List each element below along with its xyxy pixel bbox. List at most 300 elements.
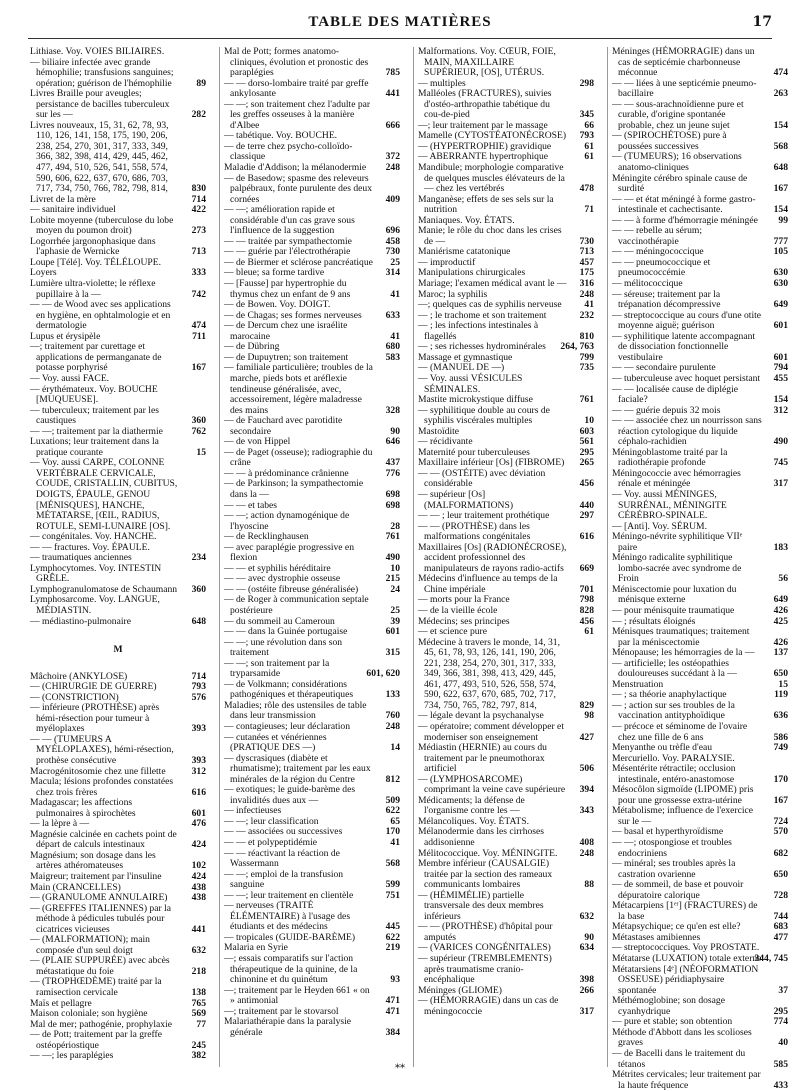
index-entry	[418, 827, 594, 848]
index-entry-page: 776	[385, 467, 400, 479]
index-entry-text: Métastases amibiennes	[612, 931, 701, 943]
index-entry-text: — — et état méningé à forme gastro-intestinale et cachectisante.	[612, 193, 756, 216]
index-entry-text: — (SPIROCHÉTOSE) pure à poussées successives	[612, 130, 727, 152]
index-entry-page: 167	[191, 362, 206, 374]
index-entry	[612, 100, 788, 132]
index-entry-text: Ménopause; les hémorragies de la —	[612, 647, 755, 659]
index-entry-text: — la lèpre à —	[30, 818, 90, 830]
index-entry-page: 477	[773, 931, 788, 943]
index-entry-page: 714	[191, 670, 206, 682]
index-entry-page: 622	[385, 931, 400, 943]
index-entry-text: — exotiques; le guide-barème des invalidités dues aux —	[224, 784, 356, 806]
index-entry-text: — (CONSTRICTION)	[30, 691, 119, 703]
index-entry-text: Maternité pour tuberculeuses	[418, 446, 530, 458]
index-entry	[224, 595, 400, 616]
index-entry-page: 474	[191, 320, 206, 332]
index-entry	[30, 216, 206, 237]
index-entry-text: — — fractures. Voy. ÉPAULE.	[30, 541, 150, 553]
index-entry-page: 360	[191, 415, 206, 427]
index-entry-page: 476	[191, 818, 206, 830]
index-entry	[418, 522, 594, 543]
index-entry-page: 785	[385, 67, 400, 79]
index-entry-page: 297	[579, 510, 594, 522]
index-entry-text: — —; action dynamogénique de l'hyoscine	[224, 510, 350, 532]
index-entry	[30, 564, 206, 585]
index-entry-page: 263	[773, 88, 788, 100]
index-entry-page: 316	[579, 278, 594, 290]
index-entry-page: 569	[191, 1008, 206, 1020]
index-entry-text: — syphilitique latente accompagnant de dissociation fonctionnelle vestibulaire	[612, 330, 756, 363]
index-entry	[612, 469, 788, 490]
index-entry-text: — de Fauchard avec parotidite secondaire	[224, 415, 343, 437]
index-entry-page: 441	[385, 88, 400, 100]
index-entry	[612, 838, 788, 859]
index-entry-page: 422	[191, 204, 206, 216]
index-entry	[30, 89, 206, 121]
index-entry-text: — érythémateux. Voy. BOUCHE [MUQUEUSE].	[30, 383, 158, 406]
index-entry	[418, 195, 594, 216]
index-entry-text: —; traitement par le Heyden 661 « on » antimonial	[224, 984, 370, 1007]
index-entry-text: Massage et gymnastique	[418, 351, 513, 363]
index-entry	[612, 785, 788, 806]
index-entry-page: 777	[773, 235, 788, 247]
index-entry-text: Manganèse; effets de ses sels sur la nutrition	[418, 193, 554, 216]
index-entry-page: 317	[773, 478, 788, 490]
index-entry-text: — et science pure	[418, 626, 487, 638]
index-entry	[612, 152, 788, 173]
index-entry-text: — —; une révolution dans son traitement	[224, 636, 343, 659]
index-entry	[224, 901, 400, 933]
index-entry-page: 793	[579, 130, 594, 142]
index-entry-text: Métatarse (LUXATION) totale externe	[612, 953, 762, 965]
index-entry-text: — supérieur (TREMBLEMENTS) après traumatisme cranio-encéphalique	[418, 953, 552, 986]
index-entry-page: 751	[385, 889, 400, 901]
index-entry-page: 154	[773, 119, 788, 131]
index-entry-page: 314	[385, 267, 400, 279]
index-entry-text: — du sommeil au Cameroun	[224, 615, 335, 627]
index-entry-text: Madagascar; les affections pulmonaires à spirochètes	[30, 797, 136, 819]
index-entry-page: 248	[385, 721, 400, 732]
index-entry-text: — (TROPHŒDÈME) traité par la ramisection cervicale	[30, 976, 162, 999]
index-entry-text: Lymphogranulomatose de Schaumann	[30, 583, 178, 595]
index-entry-text: Maladie d'Addison; la mélanodermie	[224, 162, 367, 174]
index-entry-text: Mastoïdite	[418, 425, 460, 437]
index-entry-text: — (GRANULOME ANNULAIRE)	[30, 892, 168, 904]
index-entry-page: 632	[191, 944, 206, 956]
index-entry	[418, 490, 594, 511]
index-entry	[30, 956, 206, 977]
index-entry-text: — — avec dystrophie osseuse	[224, 573, 341, 585]
index-entry-text: Macula; lésions profondes constatées chez trois frères	[30, 776, 174, 798]
index-entry-text: Loyers	[30, 267, 57, 279]
index-entry	[612, 764, 788, 785]
index-entry-text: — infectieuses	[224, 805, 282, 817]
index-entry	[612, 226, 788, 247]
index-entry-text: — bleue; sa forme tardive	[224, 267, 325, 279]
index-entry	[30, 977, 206, 998]
index-entry-text: — médiastino-pulmonaire	[30, 615, 131, 627]
index-entry	[612, 965, 788, 997]
index-entry-text: Menstruation	[612, 678, 664, 690]
index-entry-text: — streptococcique au cours d'une otite moyenne aiguë; guérison	[612, 309, 762, 332]
index-entry-text: Médecins; ses principes	[418, 615, 510, 627]
index-entry-text: Métatarsiens [4ᵉ] (NÉOFORMATION OSSEUSE) péridiaphysaire spontanée	[612, 963, 759, 996]
index-entry-text: — de Basedow; spasme des releveurs palpébraux, fonte purulente des deux cornées	[224, 172, 372, 205]
index-entry-text: Malformations. Voy. CŒUR, FOIE, MAIN, MAXILLAIRE SUPÉRIEUR, [OS], UTÉRUS.	[418, 46, 556, 79]
index-entry-page: 646	[385, 436, 400, 448]
index-entry-page: 24	[390, 583, 400, 595]
index-entry	[418, 406, 594, 427]
index-entry-page: 714	[191, 193, 206, 205]
index-entry-text: — congénitales. Voy. HANCHE.	[30, 531, 157, 543]
index-entry	[418, 543, 594, 575]
index-entry-page: 701	[579, 583, 594, 595]
index-entry-page: 433	[773, 1079, 788, 1091]
index-entry-page: 696	[385, 225, 400, 237]
index-entry-page: 583	[385, 351, 400, 363]
index-entry-text: — (LYMPHOSARCOME) comprimant la veine cave supérieure	[418, 773, 566, 796]
index-entry-page: 630	[773, 267, 788, 279]
index-entry-text: Maniérisme catatonique	[418, 246, 511, 258]
index-entry-text: — pour ménisquite traumatique	[612, 604, 735, 616]
index-entry-text: Logorrhée jargonophasique dans l'aphasie de Wernicke	[30, 235, 156, 258]
index-entry-text: — —; leur traitement en clientèle	[224, 889, 354, 901]
index-entry	[30, 237, 206, 258]
index-entry-page: 680	[385, 341, 400, 353]
index-entry-page: 382	[191, 1050, 206, 1062]
index-entry-page: 41	[390, 837, 400, 849]
index-entry-text: Livret de la mère	[30, 193, 96, 205]
index-entry-page: 424	[191, 839, 206, 851]
index-entry-page: 630	[773, 278, 788, 290]
index-entry-text: — (HÉMIMÉLIE) partielle transversale des deux membres inférieurs	[418, 889, 544, 922]
index-entry-text: — (HÉMORRAGIE) dans un cas de méningococcie	[418, 995, 559, 1017]
index-entry	[224, 849, 400, 870]
index-entry-text: Mamelle (CYTOSTÉATONÉCROSE)	[418, 130, 567, 142]
index-entry-page: 698	[385, 499, 400, 511]
index-entry	[30, 735, 206, 767]
index-entry-page: 167	[773, 183, 788, 195]
index-entry-text: Maïs et pellagre	[30, 997, 92, 1009]
index-entry-text: — — sous-arachnoïdienne pure et curable, d'origine spontanée probable, chez un jeune sujet	[612, 98, 744, 131]
index-entry	[418, 469, 594, 490]
index-column-4	[612, 47, 788, 1091]
index-entry-text: — biliaire infectée avec grande hémophilie; transfusions sanguines; opération; guérison de l'hémophilie	[30, 56, 174, 89]
index-entry	[612, 1028, 788, 1049]
index-entry	[30, 437, 206, 458]
index-entry-text: — — méningococcique	[612, 246, 704, 258]
index-entry-text: — — (PROTHÈSE) dans les malformations congénitales	[418, 520, 531, 543]
index-entry	[30, 830, 206, 851]
index-entry-page: 601	[773, 320, 788, 332]
index-entry	[612, 553, 788, 585]
index-entry-text: — [Anti]. Voy. SÉRUM.	[612, 520, 707, 532]
index-entry-page: 649	[773, 299, 788, 311]
index-entry-text: Médecins d'influence au temps de la Chine impériale	[418, 573, 558, 595]
index-entry	[30, 58, 206, 90]
index-entry-page: 829	[579, 699, 594, 711]
index-entry-text: — artificielle; les ostéopathies douloureuses succédant à la —	[612, 657, 737, 680]
index-entry-text: Métapsychique; ce qu'en est elle?	[612, 921, 741, 933]
index-entry-text: — basal et hyperthyroïdisme	[612, 826, 724, 838]
header-rule	[28, 38, 772, 39]
index-entry-text: — (TUMEURS); 16 observations anatomo-cliniques	[612, 151, 742, 174]
index-entry-text: — de Bacelli dans le traitement du tétanos	[612, 1047, 746, 1070]
index-entry-page: 56	[778, 573, 788, 585]
index-entry-text: Médiastin (HERNIE) au cours du traitement par le pneumothorax artificiel	[418, 742, 547, 775]
index-entry-text: — récidivante	[418, 436, 473, 448]
index-entry-text: — Voy. aussi FACE.	[30, 372, 110, 384]
index-entry-text: — traumatiques anciennes	[30, 552, 132, 564]
index-entry-page: 570	[773, 826, 788, 838]
index-entry-page: 41	[390, 288, 400, 300]
index-entry-page: 711	[192, 330, 206, 342]
index-entry-page: 234	[191, 552, 206, 564]
index-entry-page: 39	[390, 615, 400, 627]
index-entry-page: 634	[579, 942, 594, 954]
index-entry-page: 828	[579, 604, 594, 616]
index-entry-text: — (CHIRURGIE DE GUERRE)	[30, 681, 157, 693]
index-entry-text: — — rebelle au sérum; vaccinothérapie	[612, 225, 703, 247]
index-entry-page: 219	[385, 942, 400, 954]
index-entry-text: — — secondaire purulente	[612, 362, 716, 374]
index-entry-page: 167	[773, 794, 788, 806]
index-entry-page: 649	[773, 594, 788, 606]
index-entry-page: 794	[773, 362, 788, 374]
index-entry-text: Maxillaires [Os] (RADIONÉCROSE), accident professionnel des manipulateurs de rayons radio-actifs	[418, 541, 567, 574]
index-entry-text: — — dorso-lombaire traité par greffe ankylosante	[224, 77, 369, 100]
index-entry-page: 762	[191, 425, 206, 437]
index-entry-text: — morts pour la France	[418, 594, 510, 606]
index-entry-page: 761	[579, 394, 594, 406]
index-entry-text: Mal de mer; pathogénie, prophylaxie	[30, 1018, 172, 1030]
index-entry-page: 601	[191, 807, 206, 819]
index-entry-text: — (HYPERTROPHIE) gravidique	[418, 140, 552, 152]
index-entry-text: Maladies; rôle des ustensiles de table dans leur transmission	[224, 699, 367, 722]
index-entry-text: Manie; le rôle du choc dans les crises de —	[418, 225, 562, 247]
index-entry	[612, 532, 788, 553]
index-entry-page: 830	[191, 183, 206, 195]
index-entry-page: 601, 620	[366, 668, 400, 680]
index-entry-text: Lupus et érysipèle	[30, 330, 101, 342]
index-entry-text: — (MALFORMATION); main composée d'un seul doigt	[30, 934, 150, 956]
index-entry-text: — improductif	[418, 256, 476, 268]
index-entry-page: 14	[390, 742, 400, 754]
index-entry	[612, 311, 788, 332]
index-entry-text: Lobite moyenne (tuberculose du lobe moyen du poumon droit)	[30, 214, 174, 237]
index-entry-text: Livres Braille pour aveugles; persistance de bacilles tuberculeux sur les —	[30, 88, 170, 121]
index-entry	[418, 321, 594, 342]
index-entry	[224, 543, 400, 564]
index-entry-text: Mandibule; morphologie comparative de quelques muscles élévateurs de la — chez les vertébrés	[418, 162, 565, 195]
index-entry-text: — — associées ou successives	[224, 826, 343, 838]
index-entry-text: Métrites cervicales; leur traitement par la haute fréquence	[612, 1069, 761, 1091]
index-entry-page: 282	[191, 109, 206, 121]
index-entry-page: 90	[584, 931, 594, 943]
index-entry-page: 648	[773, 162, 788, 174]
index-entry	[30, 406, 206, 427]
index-entry-text: — de Chagas; ses formes nerveuses	[224, 309, 362, 321]
index-entry-text: — ABERRANTE hypertrophique	[418, 151, 549, 163]
index-entry-text: — tropicales (GUIDE-BARÈME)	[224, 931, 356, 943]
index-entry	[224, 142, 400, 163]
index-entry-text: Méningite cérébro spinale cause de surdité	[612, 172, 748, 195]
index-entry-text: — inférieure (PROTHÈSE) après hémi-résection pour tumeur à myéloplaxes	[30, 702, 160, 735]
index-entry-page: 345	[579, 109, 594, 121]
index-entry-page: 266	[579, 984, 594, 996]
index-entry-page: 601	[773, 351, 788, 363]
index-entry-page: 724	[773, 815, 788, 827]
index-entry-text: — ; action sur ses troubles de la vaccination antityphoïdique	[612, 699, 735, 722]
index-entry-page: 10	[390, 562, 400, 574]
index-entry-text: — —; leur classification	[224, 815, 319, 827]
index-entry-text: —; quelques cas de syphilis nerveuse	[418, 299, 562, 311]
index-entry-page: 15	[778, 678, 788, 690]
index-entry-text: — de Pott; traitement par la greffe ostéopériostique	[30, 1029, 162, 1051]
index-entry-text: Lymphosarcome. Voy. LANGUE, MÉDIASTIN.	[30, 594, 160, 616]
index-entry-text: Méningoblastome traité par la radiothérapie profonde	[612, 446, 728, 469]
index-entry-page: 599	[385, 879, 400, 891]
index-entry-text: — (GREFFES ITALIENNES) par la méthode à pédicules tubulés pour cicatrices vicieuses	[30, 902, 171, 935]
index-entry	[224, 279, 400, 300]
index-entry-page: 119	[774, 689, 788, 701]
index-entry-text: — nerveuses (TRAITÉ ÉLÉMENTAIRE) à l'usage des étudiants et des médecins	[224, 900, 351, 933]
index-entry-text: — séreuse; traitement par la trépanation décompressive	[612, 288, 721, 311]
index-entry-page: 728	[773, 889, 788, 901]
index-column-2	[224, 47, 400, 1038]
index-entry	[418, 163, 594, 195]
index-entry	[224, 416, 400, 437]
index-entry-page: 65	[390, 815, 400, 827]
index-entry-text: Menyanthe ou trèfle d'eau	[612, 742, 713, 754]
index-entry-text: Mélancoliques. Voy. ÉTATS.	[418, 815, 529, 827]
index-entry	[612, 47, 788, 79]
index-entry	[224, 733, 400, 754]
index-entry-text: — — dans la Guinée portugaise	[224, 626, 348, 638]
index-entry	[612, 416, 788, 448]
index-entry-text: Macrogénitosomie chez une fillette	[30, 765, 166, 777]
index-entry-page: 713	[191, 246, 206, 258]
index-entry-text: — de la vieille école	[418, 604, 498, 616]
index-entry-text: —; traitement par curettage et applications de permanganate de potasse porphyrisé	[30, 341, 162, 374]
index-entry	[30, 1051, 206, 1062]
index-entry	[224, 479, 400, 500]
index-entry	[224, 870, 400, 891]
index-entry-page: 88	[584, 879, 594, 891]
index-entry-page: 761	[385, 531, 400, 543]
index-entry-text: — opératoire; comment développer et moderniser son enseignement	[418, 721, 564, 743]
index-entry-text: — de sommeil, de base et pouvoir dépuratoire calorique	[612, 879, 744, 901]
index-entry-page: 61	[584, 151, 594, 163]
index-entry-page: 77	[196, 1018, 206, 1030]
index-entry	[224, 1017, 400, 1038]
index-entry-page: 793	[191, 681, 206, 693]
index-entry-text: — ; sa théorie anaphylactique	[612, 689, 727, 701]
page-number: 17	[752, 14, 772, 30]
index-entry-text: Méthode d'Abbott dans les scolioses graves	[612, 1026, 752, 1049]
index-entry-page: 394	[579, 784, 594, 796]
index-entry-text: — — (OSTÉITE) avec déviation considérable	[418, 467, 546, 490]
index-entry-page: 474	[773, 67, 788, 79]
index-entry-page: 138	[191, 987, 206, 999]
index-entry-page: 98	[584, 710, 594, 722]
index-entry	[612, 332, 788, 364]
index-entry-page: 568	[385, 858, 400, 870]
index-entry-text: Livres nouveaux, 15, 31, 62, 78, 93, 110, 126, 141, 158, 175, 190, 206, 238, 254, 270, 301, 317, 333, 349, 366, 382, 398, 414, 429, 445, 462, 477, 494, 510, 526, 541, 558, 574, 590, 606, 622, 637, 670, 686, 703, 717, 734, 750, 766, 782, 798, 814,	[30, 119, 169, 195]
index-entry-page: 650	[773, 868, 788, 880]
index-entry-page: 89	[196, 77, 206, 89]
index-entry-text: Maison coloniale; son hygiène	[30, 1008, 148, 1020]
index-entry-text: — —; traitement par la diathermie	[30, 425, 163, 437]
index-entry-text: Loupe [Télé]. Voy. TÉLÉLOUPE.	[30, 256, 161, 268]
index-entry-text: Main (CRANCELLES)	[30, 881, 121, 893]
index-entry-text: Mésentérite rétractile; occlusion intestinale, entéro-anastomose	[612, 763, 736, 785]
index-entry-page: 509	[385, 794, 400, 806]
index-entry-page: 568	[773, 140, 788, 152]
index-entry	[612, 290, 788, 311]
index-entry-text: Lymphocytomes. Voy. INTESTIN GRÊLE.	[30, 562, 162, 585]
index-entry	[612, 195, 788, 216]
index-entry-text: — (VARICES CONGÉNITALES)	[418, 942, 551, 954]
index-entry-page: 102	[191, 860, 206, 872]
index-entry	[224, 174, 400, 206]
index-entry	[30, 121, 206, 195]
index-entry-page: 636	[773, 710, 788, 722]
index-entry-page: 248	[579, 288, 594, 300]
index-entry-page: 812	[385, 773, 400, 785]
index-entry-page: 438	[191, 881, 206, 893]
index-entry-page: 745	[773, 457, 788, 469]
index-entry-text: Méthémoglobine; son dosage cyanhydrique	[612, 995, 725, 1017]
index-entry-page: 669	[579, 562, 594, 574]
index-entry-page: 295	[579, 446, 594, 458]
index-entry-page: 713	[579, 246, 594, 258]
index-entry-page: 393	[191, 723, 206, 735]
index-entry	[418, 996, 594, 1017]
index-entry-text: Maroc; la syphilis	[418, 288, 488, 300]
index-entry-text: — de Dercum chez une israélite marocaine	[224, 320, 348, 342]
index-entry-page: 744	[773, 910, 788, 922]
index-entry-text: — (PLAIE SUPPURÉE) avec abcès métastatique du foie	[30, 955, 170, 977]
index-entry	[418, 574, 594, 595]
index-entry-text: Métabolisme; influence de l'exercice sur le —	[612, 805, 754, 827]
index-entry-text: Mésocôlon sigmoïde (LIPOME) pris pour une grossesse extra-utérine	[612, 784, 754, 806]
index-entry-page: 490	[385, 552, 400, 564]
index-entry-text: — de Paget (osseuse); radiographie du crâne	[224, 446, 373, 469]
index-entry	[224, 448, 400, 469]
index-entry-page: 616	[191, 786, 206, 798]
section-letter: M	[113, 644, 123, 656]
index-entry	[30, 385, 206, 406]
index-entry-text: — — pneumococcique et pneumococcémie	[612, 256, 711, 279]
index-entry-page: 183	[773, 541, 788, 553]
index-entry-page: 248	[385, 162, 400, 174]
index-entry-text: — syphilitique double au cours de syphilis viscérales multiples	[418, 404, 550, 427]
index-entry-text: Magnésium; son dosage dans les artères athéromateuses	[30, 849, 156, 872]
index-entry-text: — de Recklinghausen	[224, 531, 309, 543]
index-entry	[612, 996, 788, 1017]
index-entry-text: Malariathérapie dans la paralysie générale	[224, 1016, 352, 1038]
index-entry	[30, 279, 206, 300]
index-entry-text: — — (ostéite fibreuse généralisée)	[224, 583, 359, 595]
index-entry	[418, 226, 594, 247]
index-entry-text: — de Bowen. Voy. DOIGT.	[224, 299, 331, 311]
index-entry-text: — — à prédominance crânienne	[224, 467, 349, 479]
index-entry-page: 457	[579, 256, 594, 268]
index-entry-text: Médecine à travers le monde, 14, 31, 45, 61, 78, 93, 126, 141, 190, 206, 221, 238, 254, 270, 301, 317, 333, 349, 366, 381, 398, 413, 429, 445, 461, 477, 493, 510, 526, 558, 574, 590, 622, 637, 670, 685, 702, 717, 734, 750, 765, 782, 797, 814,	[418, 636, 560, 711]
index-entry-page: 398	[579, 974, 594, 986]
index-column-1	[30, 47, 206, 1062]
